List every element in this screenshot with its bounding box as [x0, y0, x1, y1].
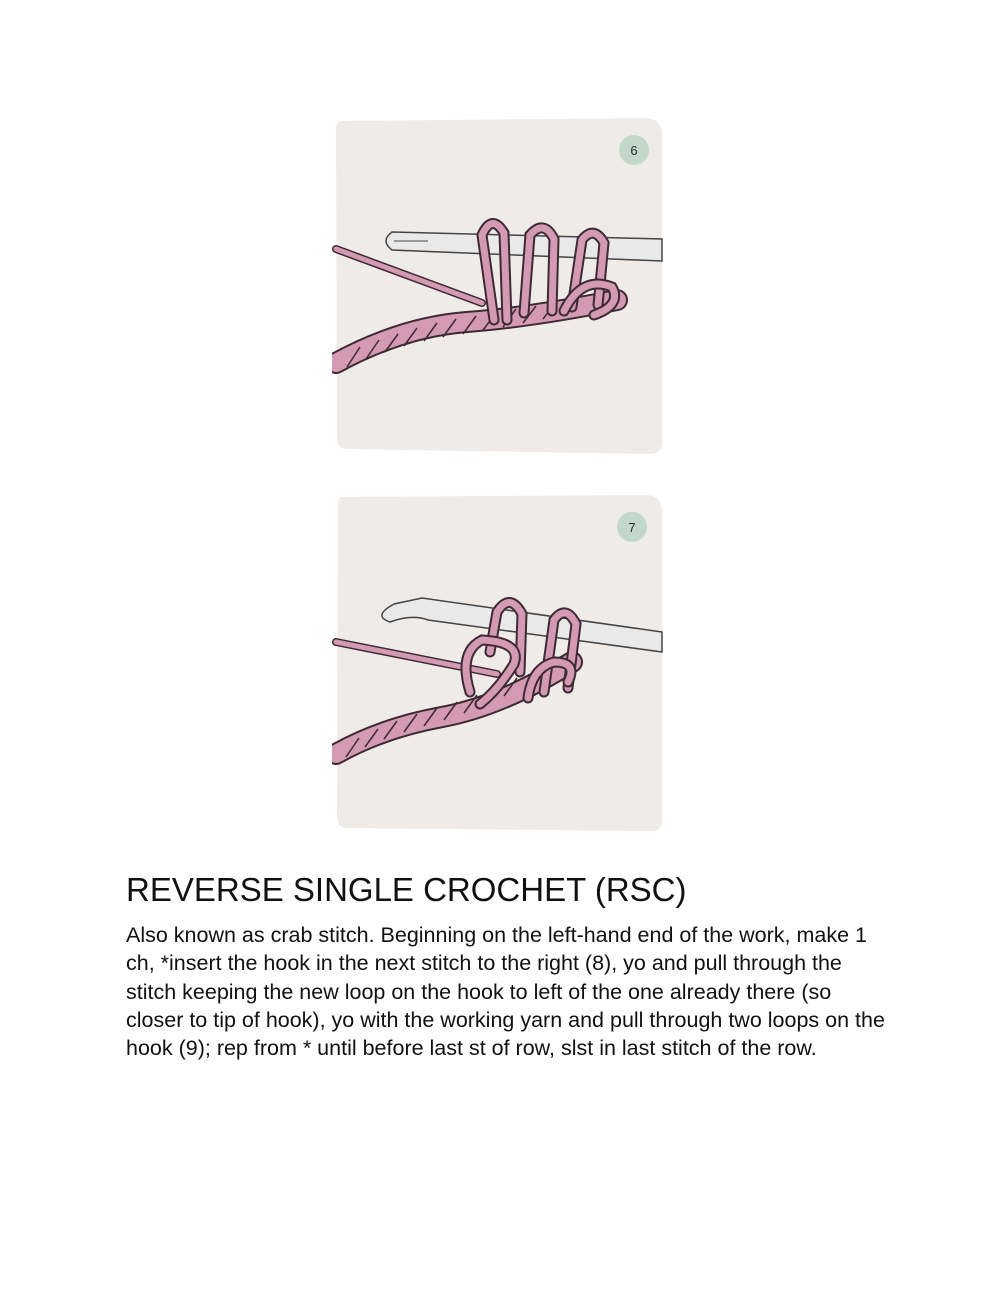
illustration-panel	[337, 495, 662, 831]
section-heading: REVERSE SINGLE CROCHET (RSC)	[126, 871, 687, 908]
section-body-text: Also known as crab stitch. Beginning on the left-hand end of the work, make 1 ch, *insert the hook in the next stitch to the right (8), yo and pull through the stitch keeping the new loop on the hook to left of the one already there (so closer to tip of hook), yo with the working yarn and pull through two loops on the hook (9); rep from * until before last st of row, slst in last stitch of the row.	[126, 923, 885, 1061]
figure-step-7	[332, 492, 665, 832]
step-number: 6	[630, 143, 638, 158]
figure-step-6	[332, 115, 665, 455]
step-7-illustration	[332, 492, 665, 832]
step-6-illustration	[332, 115, 665, 455]
step-number: 7	[628, 520, 636, 535]
